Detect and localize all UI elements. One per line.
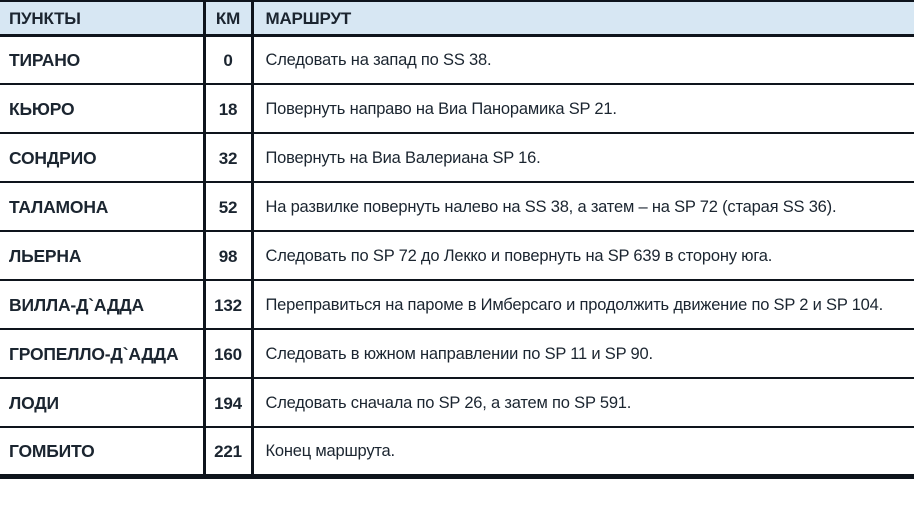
route-instruction-cell: Повернуть на Виа Валериана SP 16. bbox=[252, 133, 914, 182]
route-instruction-cell: Повернуть направо на Виа Панорамика SP 21. bbox=[252, 84, 914, 133]
point-name-cell: ВИЛЛА-Д`АДДА bbox=[0, 280, 204, 329]
route-instruction-cell: Следовать сначала по SP 26, а затем по SP 591. bbox=[252, 378, 914, 427]
km-value-cell: 132 bbox=[204, 280, 252, 329]
table-row bbox=[0, 35, 914, 84]
route-table-header bbox=[0, 1, 914, 35]
point-name-cell: ЛОДИ bbox=[0, 378, 204, 427]
point-name-cell: ГОМБИТО bbox=[0, 427, 204, 476]
column-header-points: ПУНКТЫ bbox=[0, 1, 204, 35]
point-name-cell: ТАЛАМОНА bbox=[0, 182, 204, 231]
route-table-body bbox=[0, 35, 914, 476]
point-name-cell: КЬЮРО bbox=[0, 84, 204, 133]
point-name-cell: ГРОПЕЛЛО-Д`АДДА bbox=[0, 329, 204, 378]
route-instruction-cell: Конец маршрута. bbox=[252, 427, 914, 476]
route-instruction-cell: Следовать по SP 72 до Лекко и повернуть на SP 639 в сторону юга. bbox=[252, 231, 914, 280]
point-name-cell: ЛЬЕРНА bbox=[0, 231, 204, 280]
route-instruction-cell: Следовать на запад по SS 38. bbox=[252, 35, 914, 84]
table-row bbox=[0, 182, 914, 231]
km-value-cell: 98 bbox=[204, 231, 252, 280]
point-name-cell: ТИРАНО bbox=[0, 35, 204, 84]
km-value-cell: 32 bbox=[204, 133, 252, 182]
km-value-cell: 194 bbox=[204, 378, 252, 427]
table-row bbox=[0, 133, 914, 182]
table-row bbox=[0, 378, 914, 427]
table-row bbox=[0, 329, 914, 378]
route-instruction-cell: Переправиться на пароме в Имберсаго и продолжить движение по SP 2 и SP 104. bbox=[252, 280, 914, 329]
km-value-cell: 52 bbox=[204, 182, 252, 231]
route-instruction-cell: Следовать в южном направлении по SP 11 и SP 90. bbox=[252, 329, 914, 378]
header-row bbox=[0, 1, 914, 35]
km-value-cell: 18 bbox=[204, 84, 252, 133]
table-row bbox=[0, 84, 914, 133]
table-row bbox=[0, 427, 914, 476]
column-header-km: КМ bbox=[204, 1, 252, 35]
km-value-cell: 0 bbox=[204, 35, 252, 84]
km-value-cell: 160 bbox=[204, 329, 252, 378]
point-name-cell: СОНДРИО bbox=[0, 133, 204, 182]
table-row bbox=[0, 231, 914, 280]
route-instruction-cell: На развилке повернуть налево на SS 38, а затем – на SP 72 (старая SS 36). bbox=[252, 182, 914, 231]
km-value-cell: 221 bbox=[204, 427, 252, 476]
column-header-route: МАРШРУТ bbox=[252, 1, 914, 35]
table-row bbox=[0, 280, 914, 329]
